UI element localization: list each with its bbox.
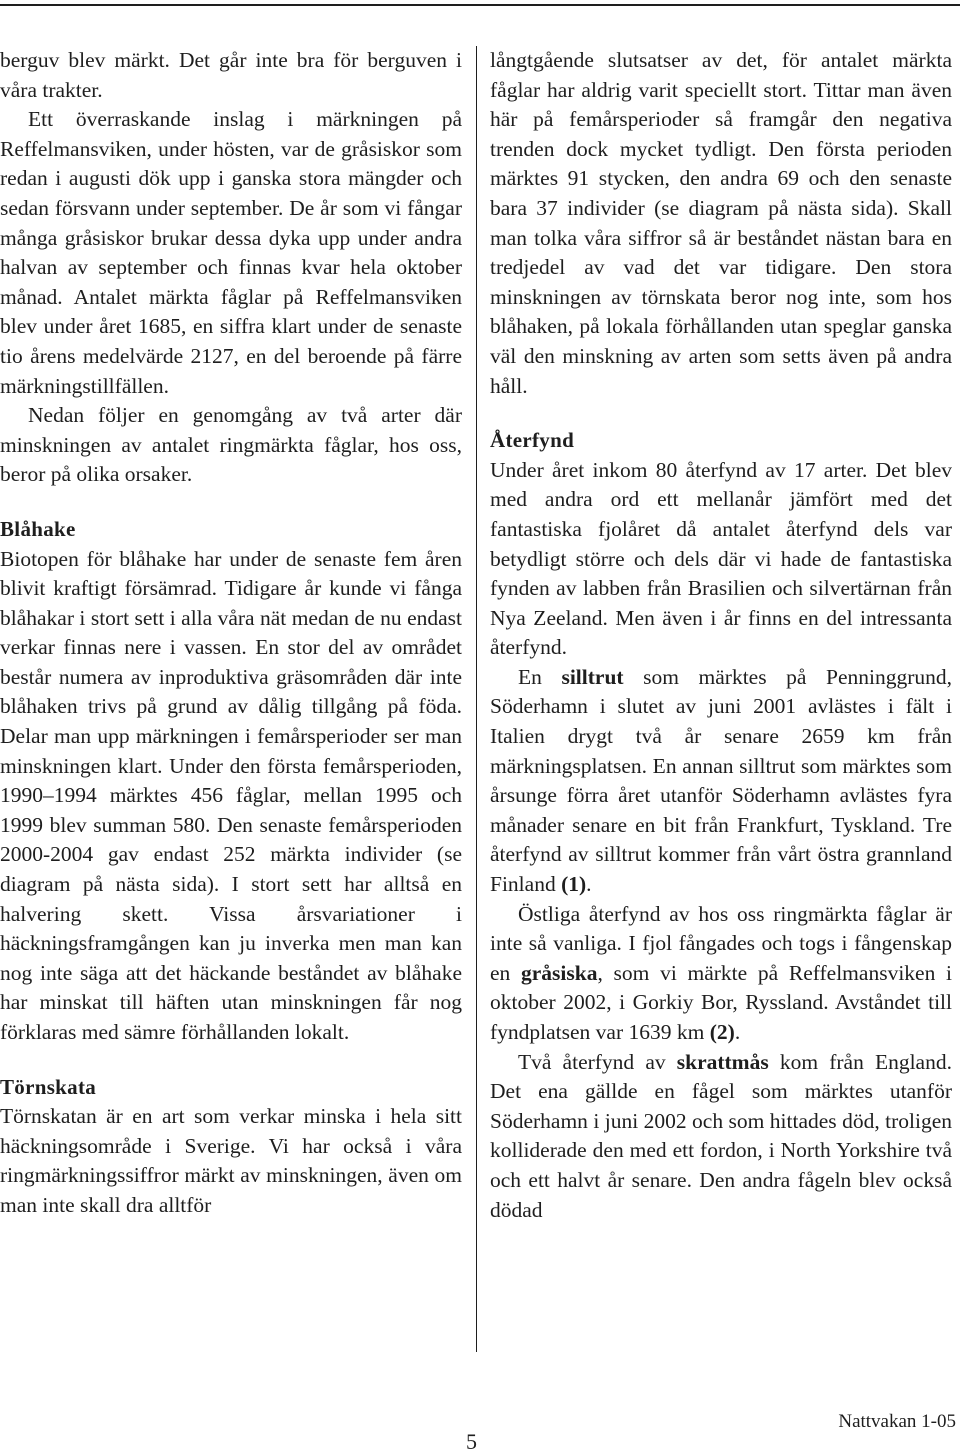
heading-blahake: Blåhake [0, 516, 76, 541]
right-paragraph-4-end: . [734, 1020, 741, 1044]
page-number: 5 [466, 1429, 477, 1454]
right-paragraph-4-text-a: Östliga återfynd av hos oss ringmärkta fåglar är inte så vanliga. I fjol fångades och togs i fångenskap en [490, 901, 952, 985]
reference-1: (1) [561, 872, 587, 897]
left-paragraph-1: berguv blev märkt. Det går inte bra för berguven i våra trakter. [0, 48, 462, 102]
heading-tornskata: Törnskata [0, 1074, 97, 1099]
right-paragraph-3 [490, 663, 952, 900]
right-paragraph-5-text-b: kom från England. Det ena gällde en fågel som märktes utanför Söderhamn i juni 2002 och som hittades död, troligen kolliderade den med ett fordon, i North Yorkshire två och ett halvt år senare. Den andra fågeln blev också dödad [490, 1049, 952, 1222]
right-paragraph-3-end: . [586, 872, 592, 897]
right-column [490, 46, 952, 1225]
top-rule [0, 4, 960, 6]
right-paragraph-3-text-b: som märktes på Penninggrund, Söderhamn i slutet av juni 2001 avlästes i fält i Italien drygt två år senare 2659 km från märkningsplatsen. En annan silltrut som märktes som årsunge förra året utanför Söderhamn avlästes fyra månader senare en bit från Frankfurt, Tyskland. Tre återfynd av silltrut kommer från vårt östra grannland Finland [490, 664, 952, 897]
reference-2: (2) [709, 1020, 735, 1044]
right-paragraph-1: långtgående slutsatser av det, för antalet märkta fåglar har aldrig varit speciellt stort. Tittar man även här på femårsperioder så framgår den negativa trenden dock mycket tydligt. Den första perioden märktes 91 stycken, den andra 69 och den senaste bara 37 individer (se diagram på nästa sida). Skall man tolka våra siffror så är beståndet nästan bara en tredjedel av vad det var tidigare. Den stora minskningen av törnskata beror nog inte, som hos blåhaken, på lokala förhållanden utan speglar ganska väl den minskning av arten som setts även på andra håll. [490, 48, 952, 398]
right-paragraph-4-text-b: , som vi märkte på Reffelmansviken i oktober 2002, i Gorkiy Bor, Ryssland. Avståndet till fyndplatsen var 1639 km [490, 960, 952, 1044]
right-paragraph-2: Under året inkom 80 återfynd av 17 arter. Det blev med andra ord ett mellanår jämfört med det fantastiska fjolåret då antalet återfynd dels var betydligt större och dels där vi hade de fantastiska fynden av labben från Brasilien och silvertärnan från Nya Zeeland. Men även i år finns en del intressanta återfynd. [490, 457, 952, 660]
publication-footer: Nattvakan 1-05 [838, 1411, 956, 1432]
left-paragraph-4: Biotopen för blåhake har under de senaste fem åren blivit kraftigt försämrad. Tidigare år kunde vi fånga blåhakar i stort sett i alla våra nät medan de nu endast verkar finnas nere i vassen. En stor del av området består numera av inproduktiva gräsområden där inte blåhaken trivs på grund av dålig tillgång på föda. Delar man upp märkningen i femårsperioder ser man minskningen klart. Under den första femårsperioden, 1990–1994 märktes 456 fåglar, mellan 1995 och 1999 blev summan 580. Den senaste femårsperioden 2000-2004 gav endast 252 märkta individer (se diagram på nästa sida). I stort sett har alltså en halvering skett. Vissa årsvariationer i häckningsframgången kan ju inverka men man kan nog inte säga att det häckande beståndet av blåhake har minskat till häften utan minskningen får nog förklaras med sämre förhållanden lokalt. [0, 546, 462, 1044]
heading-aterfynd: Återfynd [490, 428, 575, 453]
right-paragraph-3-text-a: En [518, 664, 562, 689]
species-silltrut: silltrut [561, 664, 624, 689]
right-paragraph-4 [490, 900, 952, 1048]
species-skrattmas: skrattmås [676, 1049, 769, 1074]
left-column [0, 46, 462, 1221]
right-paragraph-5-text-a: Två återfynd av [518, 1049, 677, 1074]
left-paragraph-2: Ett överraskande inslag i märkningen på Reffelmansviken, under hösten, var de gråsiskor som redan i augusti dök upp i ganska stora mängder och sedan försvann under september. De år som vi fångar många gråsiskor brukar dessa dyka upp under andra halvan av september och finnas kvar hela oktober månad. Antalet märkta fåglar på Reffelmansviken blev under året 1685, en siffra klart under de senaste tio årens medelvärde 2127, en del beroende på färre märkningstillfällen. [0, 107, 462, 398]
column-divider [476, 46, 477, 1352]
left-paragraph-3: Nedan följer en genomgång av två arter där minskningen av antalet ringmärkta fåglar, hos oss, beror på olika orsaker. [0, 403, 462, 487]
species-grasiska: gråsiska [521, 960, 598, 985]
left-paragraph-5: Törnskatan är en art som verkar minska i hela sitt häckningsområde i Sverige. Vi har också i våra ringmärkningssiffror märkt av minskningen, även om man inte skall dra alltför [0, 1104, 462, 1217]
right-paragraph-5 [490, 1048, 952, 1226]
